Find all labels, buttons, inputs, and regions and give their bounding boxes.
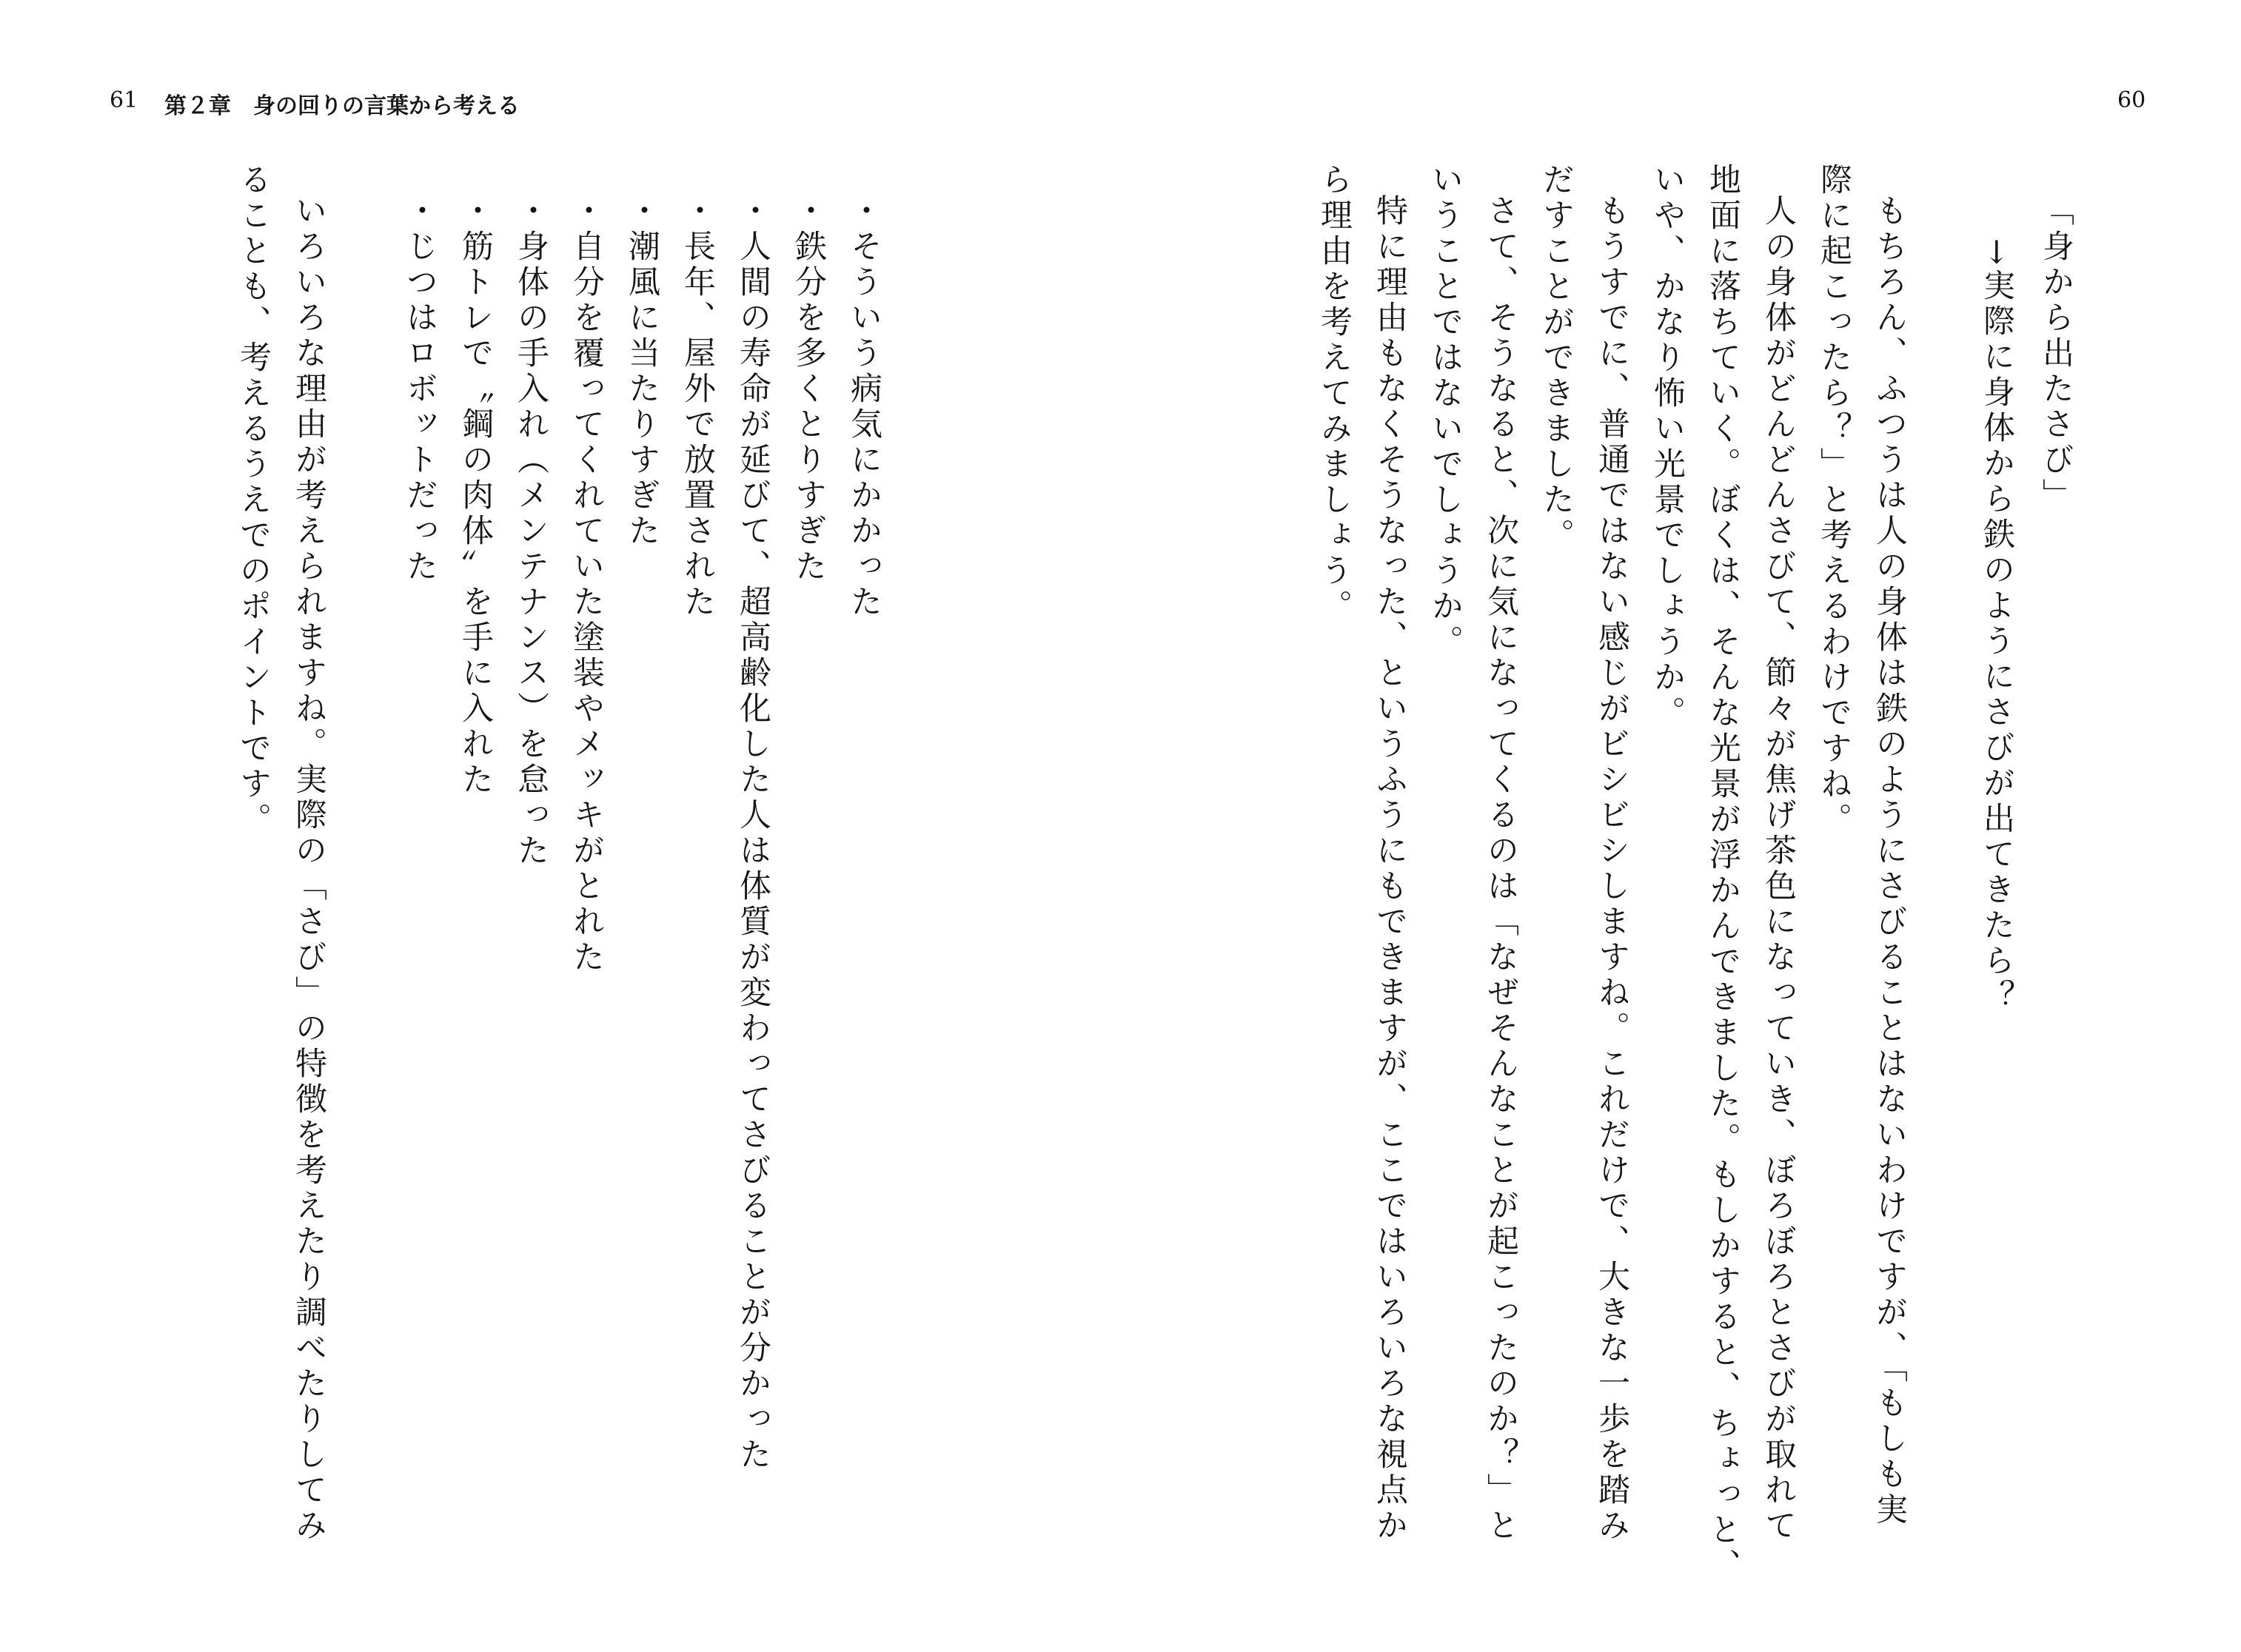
bullet-item: ・鉄分を多くとりすぎた: [790, 194, 827, 585]
body-line: ら理由を考えてみましょう。: [1316, 163, 1353, 625]
body-line: だすことができました。: [1538, 163, 1575, 554]
bullet-item: ・潮風に当たりすぎた: [623, 194, 660, 549]
body-line: いろいろな理由が考えられますね。実際の「さび」の特徴を考えたり調べたりしてみ: [290, 194, 327, 1544]
bullet-item: ・長年、屋外で放置された: [679, 194, 716, 620]
body-line: 人の身体がどんどんさびて、節々が焦げ茶色になっていき、ぼろぼろとさびが取れて: [1760, 194, 1797, 1544]
body-line: 特に理由もなくそうなった、というふうにもできますが、ここではいろいろな視点か: [1371, 194, 1408, 1544]
body-line: 地面に落ちていく。ぼくは、そんな光景が浮かんできました。もしかすると、ちょっと、: [1704, 163, 1741, 1584]
page-number-left: 61: [110, 87, 138, 113]
section-heading-line1: 「身から出たさび」: [2037, 194, 2074, 514]
body-line: 際に起こったら？」と考えるわけですね。: [1815, 163, 1852, 838]
bullet-item: ・そういう病気にかかった: [845, 194, 882, 620]
bullet-item: ・自分を覆ってくれていた塗装やメッキがとれた: [568, 194, 605, 976]
bullet-item: ・筋トレで〝鋼の肉体〟を手に入れた: [457, 194, 494, 798]
body-line: もうすでに、普通ではない感じがビシビシしますね。これだけで、大きな一歩を踏み: [1593, 194, 1630, 1544]
bullet-item: ・人間の寿命が延びて、超高齢化した人は体質が変わってさびることが分かった: [734, 194, 771, 1473]
page-number-right: 60: [2117, 87, 2146, 113]
body-line: いうことではないでしょうか。: [1427, 163, 1464, 660]
section-heading-line2: →実際に身体から鉄のようにさびが出てきたら？: [1978, 238, 2015, 1015]
body-line: ることも、考えるうえでのポイントです。: [235, 163, 272, 838]
bullet-item: ・身体の手入れ（メンテナンス）を怠った: [512, 194, 549, 869]
bullet-item: ・じつはロボットだった: [401, 194, 438, 585]
body-line: さて、そうなると、次に気になってくるのは「なぜそんなことが起こったのか？」と: [1482, 194, 1519, 1544]
chapter-title: 第２章 身の回りの言葉から考える: [164, 93, 520, 119]
body-line: もちろん、ふつうは人の身体は鉄のようにさびることはないわけですが、「もしも実: [1871, 194, 1908, 1528]
body-line: いや、かなり怖い光景でしょうか。: [1649, 163, 1686, 731]
